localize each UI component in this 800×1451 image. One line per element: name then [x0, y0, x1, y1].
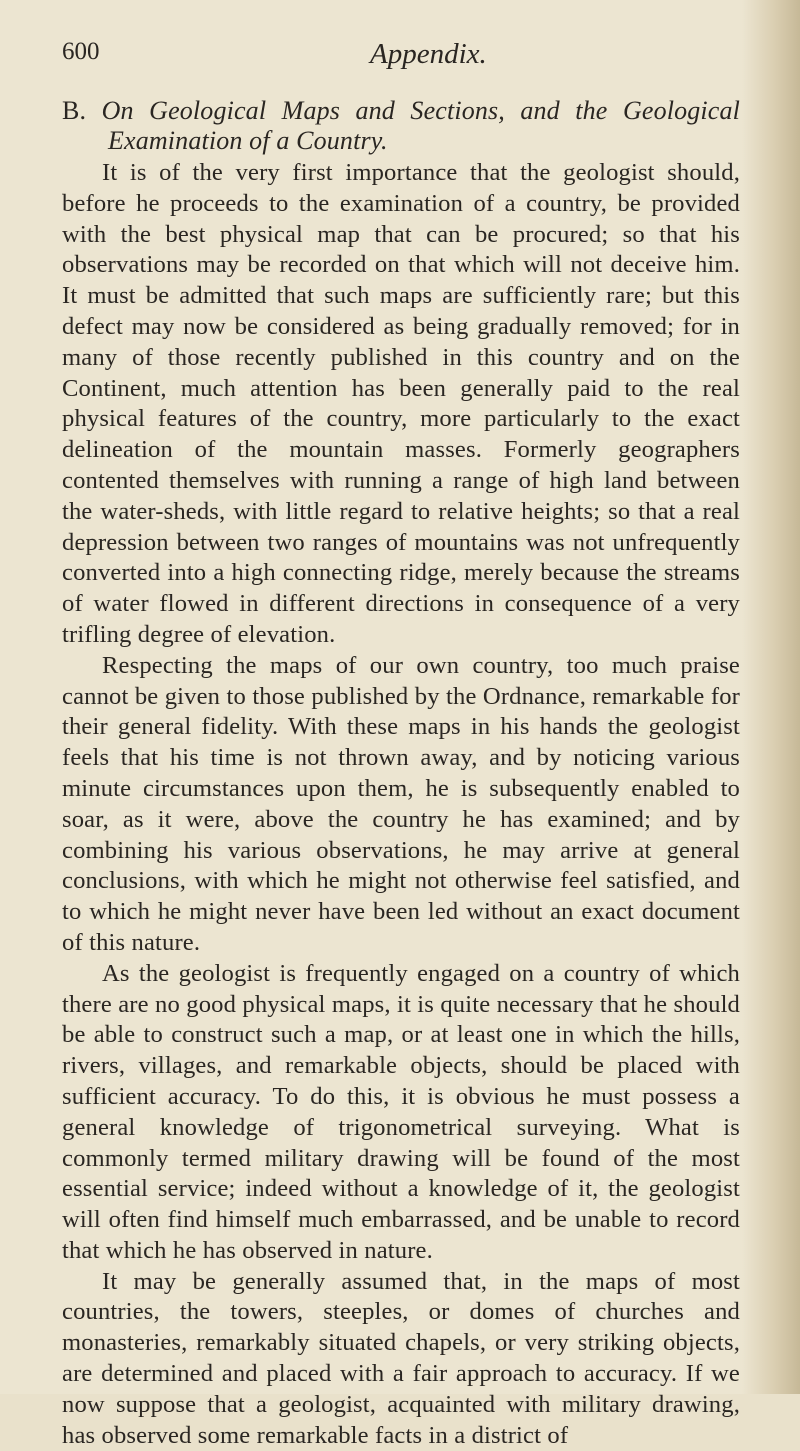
- section-title-text: On Geological Maps and Sections, and the Geological Examination of a Country.: [101, 96, 740, 155]
- page-number: 600: [62, 38, 100, 65]
- paragraph-3: As the geologist is frequently engaged on a country of which there are no good physical maps, it is quite necessary that he should be able to construct such a map, or at least one in which the hills, rivers, villages, and remarkable objects, should be placed with sufficient accuracy. To do this, it is obvious he must possess a general knowledge of trigonometrical surveying. What is commonly termed military drawing will be found of the most essential service; indeed without a knowledge of it, the geologist will often find himself much embarrassed, and be unable to record that which he has observed in nature.: [62, 959, 740, 1264]
- page-header: [62, 38, 742, 78]
- paragraph-2: Respecting the maps of our own country, too much praise cannot be given to those published by the Ordnance, remarkable for their general fidelity. With these maps in his hands the geologist feels that his time is not thrown away, and by noticing various minute circumstances upon them, he is subsequently enabled to soar, as it were, above the country he has examined; and by combining his various observations, he may arrive at general conclusions, with which he might not otherwise feel satisfied, and to which he might never have been led without an exact document of this nature.: [62, 651, 740, 956]
- section-title: [62, 96, 740, 156]
- page-body: [62, 96, 740, 1451]
- section-letter: B.: [62, 96, 87, 125]
- paragraph-4: It may be generally assumed that, in the maps of most countries, the towers, steeples, or domes of churches and monasteries, remarkably situated chapels, or very striking objects, are determined and placed with a fair approach to accuracy. If we now suppose that a geologist, acquainted with military drawing, has observed some remarkable facts in a district of: [62, 1267, 740, 1449]
- paragraph-1: It is of the very first importance that the geologist should, before he proceeds to the examination of a country, be provided with the best physical map that can be procured; so that his observations may be recorded on that which will not deceive him. It must be admitted that such maps are sufficiently rare; but this defect may now be considered as being gradually removed; for in many of those recently published in this country and on the Continent, much attention has been generally paid to the real physical features of the country, more particularly to the exact delineation of the mountain masses. Formerly geographers contented themselves with running a range of high land between the water-sheds, with little regard to relative heights; so that a real depression between two ranges of mountains was not unfrequently converted into a high connecting ridge, merely because the streams of water flowed in different directions in consequence of a very trifling degree of elevation.: [62, 159, 740, 648]
- page-edge-shadow: [742, 0, 800, 1394]
- running-head: Appendix.: [370, 38, 487, 70]
